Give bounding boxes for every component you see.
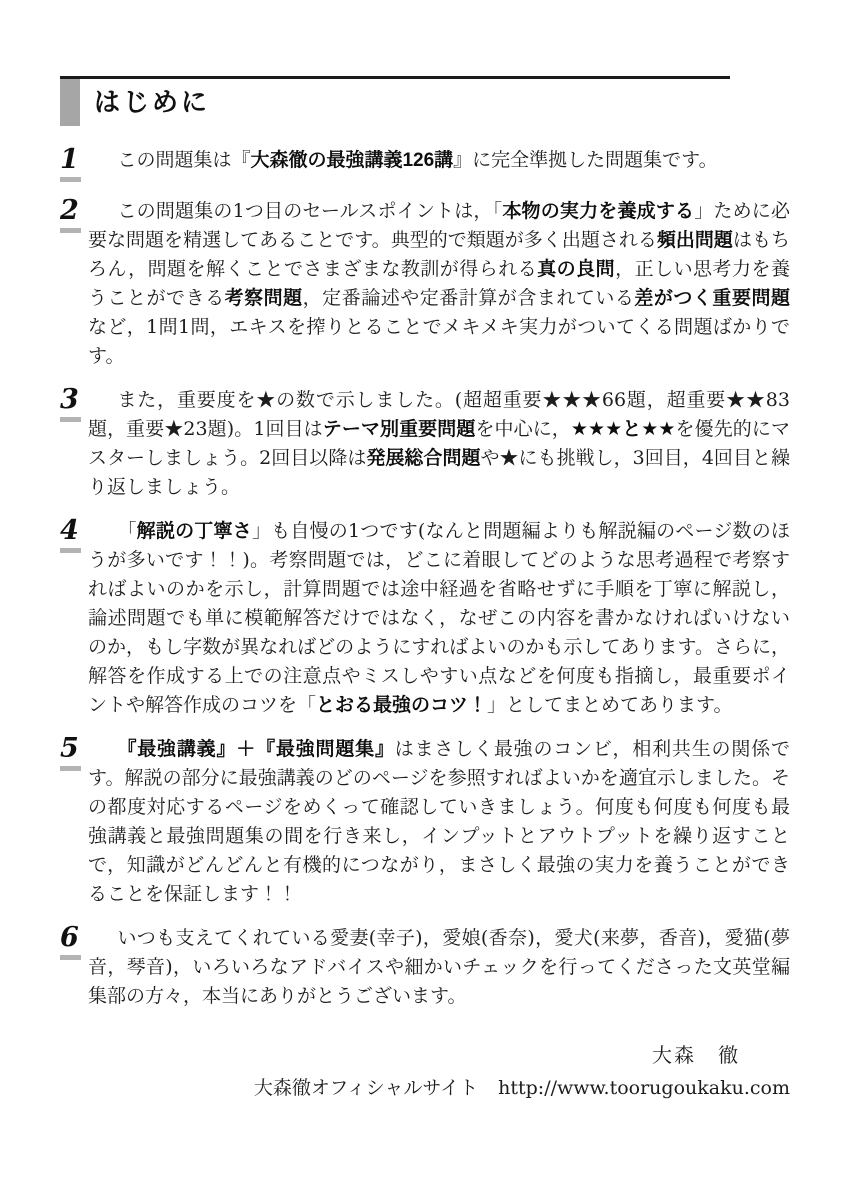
body-text: 」も自慢の1つです(なんと問題編よりも解説編のページ数のほうが多いです！！)。考察問題では，どこに着眼してどのような思考過程で考察すればよいのかを示し，計算問題では途中経過を省略せずに手順を丁寧に解説し，論述問題でも単に模範解答だけではなく，なぜこの内容を書かなければいけないのか，もし字数が異なればどのようにすればよいのかも示してあります。さらに，解答を作成する上での注意点やミスしやすい点などを何度も指摘し，最重要ポイントや解答作成のコツを「 — [88, 520, 790, 716]
body-text: はもちろん，問題を解くことでさまざまな教訓が得られる — [88, 229, 790, 280]
emphasis-text: 真の良問 — [537, 259, 616, 280]
preface-item-2 — [60, 197, 790, 371]
body-text: いつも支えてくれている愛妻(幸子)，愛娘(香奈)，愛犬(来夢，香音)，愛猫(夢音，琴音)，いろいろなアドバイスや細かいチェックを行ってくださった文英堂編集部の方々，本当にありがとうございます。 — [88, 927, 790, 1007]
emphasis-text: ★★★と★★ — [570, 419, 676, 440]
item-number — [60, 517, 88, 553]
preface-item-list — [60, 146, 790, 1011]
body-text: や★にも挑戦し，3回目，4回目と繰り返しましょう。 — [88, 447, 790, 498]
item-paragraph — [88, 924, 790, 1011]
preface-item-4 — [60, 517, 790, 720]
body-text: はまさしく最強のコンビ，相利共生の関係です。解説の部分に最強講義のどのページを参照すればよいかを適宜示しました。その都度対応するページをめくって確認していきましょう。何度も何度も何度も最強講義と最強問題集の間を行き来し，インプットとアウトプットを繰り返すことで，知識がどんどんと有機的につながり，まさしく最強の実力を養うことができることを保証します！！ — [88, 738, 790, 905]
item-paragraph — [88, 517, 790, 720]
page-title: はじめに — [94, 87, 211, 117]
preface-item-1 — [60, 146, 790, 182]
item-number-text: 3 — [60, 384, 79, 415]
body-text: 「 — [117, 520, 137, 542]
item-number-text: 4 — [60, 515, 79, 546]
body-text: 」としてまとめてあります。 — [487, 694, 733, 716]
header-rule — [60, 76, 730, 79]
item-number-underline — [60, 177, 81, 182]
body-text: など，1問1問，エキスを搾りとることでメキメキ実力がついてくる問題ばかりです。 — [88, 316, 790, 367]
item-paragraph — [88, 386, 790, 502]
body-text: この問題集の1つ目のセールスポイントは，「 — [117, 200, 503, 222]
item-paragraph — [88, 197, 790, 371]
item-number — [60, 197, 88, 233]
item-paragraph — [88, 146, 790, 175]
emphasis-text: とおる最強のコツ！ — [316, 695, 488, 716]
author-name: 大森 徹 — [652, 1043, 740, 1067]
page-footer — [254, 1042, 790, 1101]
body-text: を中心に， — [475, 418, 571, 440]
emphasis-text: 本物の実力を養成する — [502, 201, 695, 222]
item-number-text: 1 — [60, 144, 79, 175]
item-number-underline — [60, 417, 81, 422]
emphasis-text: テーマ別重要問題 — [322, 419, 476, 440]
body-text: ，定番論述や定番計算が含まれている — [302, 287, 635, 309]
body-text: 』に完全準拠した問題集です。 — [453, 149, 718, 171]
body-text: この問題集は『 — [117, 149, 251, 171]
item-paragraph — [88, 735, 790, 909]
body-text: 」ために必要な問題を精選してあることです。典型的で類題が多く出題される — [88, 200, 790, 251]
body-text: ，正しい思考力を養うことができる — [88, 258, 790, 309]
emphasis-text: 差がつく重要問題 — [634, 288, 790, 309]
emphasis-text: 『最強講義』＋『最強問題集』 — [117, 739, 395, 760]
body-text: また，重要度を★の数で示しました。(超超重要★★★66題，超重要★★83題，重要★23題)。1回目は — [88, 389, 790, 440]
body-text: を優先的にマスターしましょう。2回目以降は — [88, 418, 790, 469]
emphasis-text: 頻出問題 — [656, 230, 733, 251]
item-number-underline — [60, 766, 81, 771]
item-number-underline — [60, 548, 81, 553]
emphasis-text: 大森徹の最強講義126講 — [250, 150, 454, 171]
emphasis-text: 発展総合問題 — [366, 448, 481, 469]
item-number — [60, 146, 88, 182]
item-number-text: 5 — [60, 733, 79, 764]
official-site-url: http://www.toorugoukaku.com — [498, 1077, 790, 1099]
preface-item-6 — [60, 924, 790, 1011]
emphasis-text: 考察問題 — [224, 288, 303, 309]
section-header — [60, 76, 790, 126]
item-number-text: 2 — [60, 195, 79, 226]
official-site-line — [254, 1075, 790, 1101]
item-number — [60, 386, 88, 422]
preface-item-5 — [60, 735, 790, 909]
emphasis-text: 解説の丁寧さ — [136, 521, 252, 542]
item-number — [60, 735, 88, 771]
item-number — [60, 924, 88, 960]
item-number-text: 6 — [60, 922, 79, 953]
item-number-underline — [60, 228, 81, 233]
item-number-underline — [60, 955, 81, 960]
preface-item-3 — [60, 386, 790, 502]
official-site-label: 大森徹オフィシャルサイト — [253, 1077, 479, 1099]
header-accent-bar — [60, 79, 80, 126]
